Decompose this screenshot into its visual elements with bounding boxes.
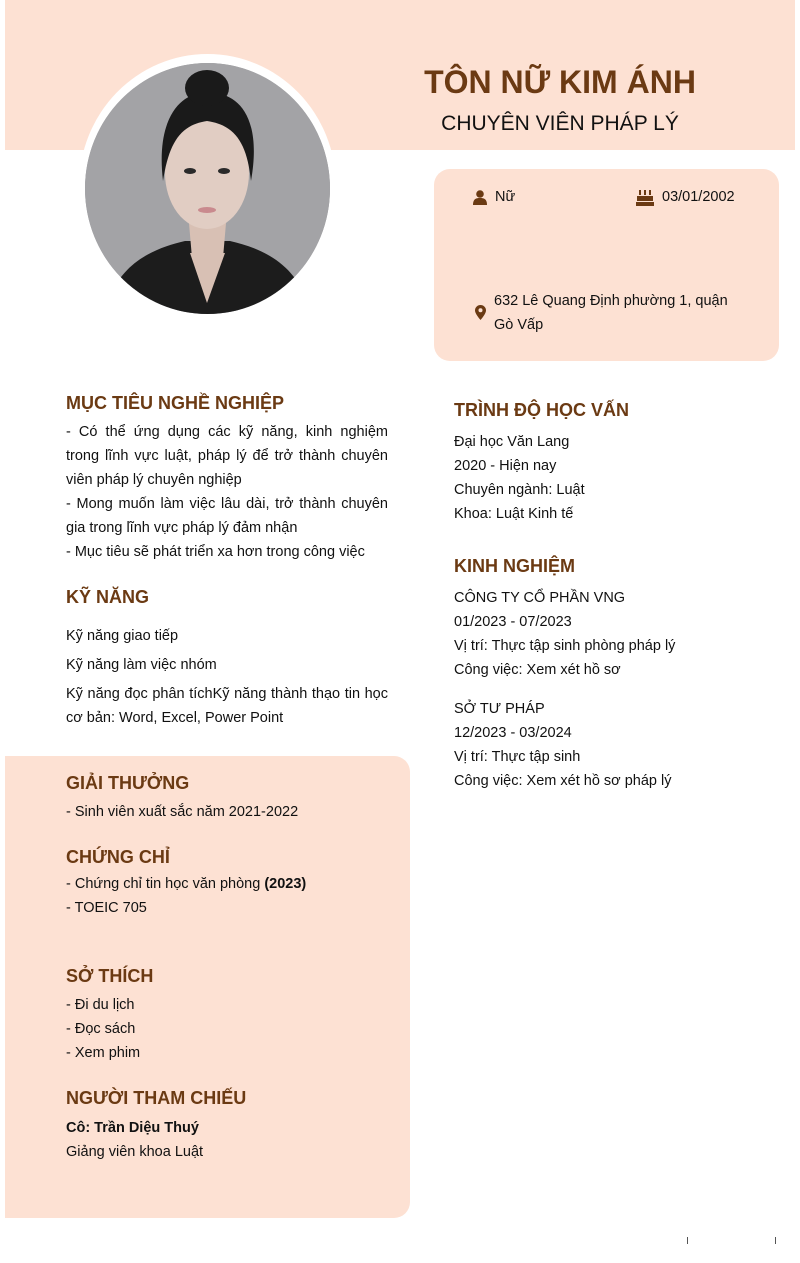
reference-name: Cô: Trần Diệu Thuý	[66, 1120, 199, 1136]
hobbies-section	[66, 964, 388, 1065]
page-mark	[687, 1237, 688, 1244]
certificate-item	[66, 872, 388, 896]
hobby-item: - Đi du lịch	[66, 997, 135, 1013]
experience-item	[454, 697, 774, 793]
certificates-heading: CHỨNG CHỈ	[66, 847, 170, 867]
address-info	[475, 289, 745, 337]
birthday-cake-icon	[636, 190, 654, 206]
birthday-info	[636, 185, 735, 209]
reference-role: Giảng viên khoa Luật	[66, 1144, 204, 1160]
certificate-item: - TOEIC 705	[66, 900, 147, 916]
work: Công việc: Xem xét hồ sơ pháp lý	[454, 773, 672, 789]
position: Vị trí: Thực tập sinh	[454, 749, 581, 765]
period: 01/2023 - 07/2023	[454, 614, 572, 630]
education-line: 2020 - Hiện nay	[454, 458, 557, 474]
education-line: Chuyên ngành: Luật	[454, 482, 585, 498]
skill-item: Kỹ năng làm việc nhóm	[66, 657, 217, 673]
education-heading: TRÌNH ĐỘ HỌC VẤN	[454, 400, 629, 420]
period: 12/2023 - 03/2024	[454, 725, 572, 741]
gender: Nữ	[495, 189, 516, 205]
award-item: - Sinh viên xuất sắc năm 2021-2022	[66, 804, 299, 820]
skills-heading: KỸ NĂNG	[66, 587, 150, 607]
objective-line: - Mong muốn làm việc lâu dài, trở thành chuyên gia trong lĩnh vực pháp lý đảm nhận	[66, 496, 388, 536]
skill-item: Kỹ năng giao tiếp	[66, 628, 179, 644]
certificate-name: - Chứng chỉ tin học văn phòng	[66, 876, 265, 892]
hobby-item: - Đọc sách	[66, 1021, 136, 1037]
company: CÔNG TY CỔ PHẦN VNG	[454, 590, 626, 606]
birthday: 03/01/2002	[662, 189, 735, 205]
candidate-name: TÔN NỮ KIM ÁNH	[424, 64, 696, 100]
reference-heading: NGƯỜI THAM CHIẾU	[66, 1088, 247, 1108]
objective-line: - Có thể ứng dụng các kỹ năng, kinh nghiệm trong lĩnh vực luật, pháp lý để trở thành chuyên viên pháp lý chuyên nghiệp	[66, 424, 388, 488]
profile-photo	[85, 63, 330, 314]
certificate-year: (2023)	[264, 876, 307, 892]
work: Công việc: Xem xét hồ sơ	[454, 662, 621, 678]
education-line: Đại học Văn Lang	[454, 434, 570, 450]
page-mark	[775, 1237, 776, 1244]
objective-heading: MỤC TIÊU NGHỀ NGHIỆP	[66, 393, 285, 413]
experience-section	[454, 554, 774, 793]
position: Vị trí: Thực tập sinh phòng pháp lý	[454, 638, 676, 654]
hobby-item: - Xem phim	[66, 1045, 141, 1061]
job-title: CHUYÊN VIÊN PHÁP LÝ	[441, 112, 679, 135]
education-section	[454, 398, 774, 526]
objective-section	[66, 391, 388, 564]
objective-line: - Mục tiêu sẽ phát triển xa hơn trong công việc	[66, 544, 365, 560]
skill-item: Kỹ năng đọc phân tíchKỹ năng thành thạo tin học cơ bản: Word, Excel, Power Point	[66, 686, 388, 726]
gender-info	[473, 185, 515, 209]
company: SỞ TƯ PHÁP	[454, 701, 545, 717]
personal-info-card	[434, 169, 779, 361]
experience-heading: KINH NGHIỆM	[454, 556, 575, 576]
skills-section	[66, 585, 388, 730]
certificates-section	[66, 845, 388, 920]
hobbies-heading: SỞ THÍCH	[66, 966, 154, 986]
education-line: Khoa: Luật Kinh tế	[454, 506, 574, 522]
map-marker-icon	[475, 305, 486, 320]
awards-heading: GIẢI THƯỞNG	[66, 773, 190, 793]
address: 632 Lê Quang Định phường 1, quận Gò Vấp	[494, 293, 728, 333]
experience-item	[454, 586, 774, 682]
reference-section	[66, 1086, 388, 1164]
awards-section	[66, 771, 388, 824]
user-icon	[473, 190, 487, 205]
